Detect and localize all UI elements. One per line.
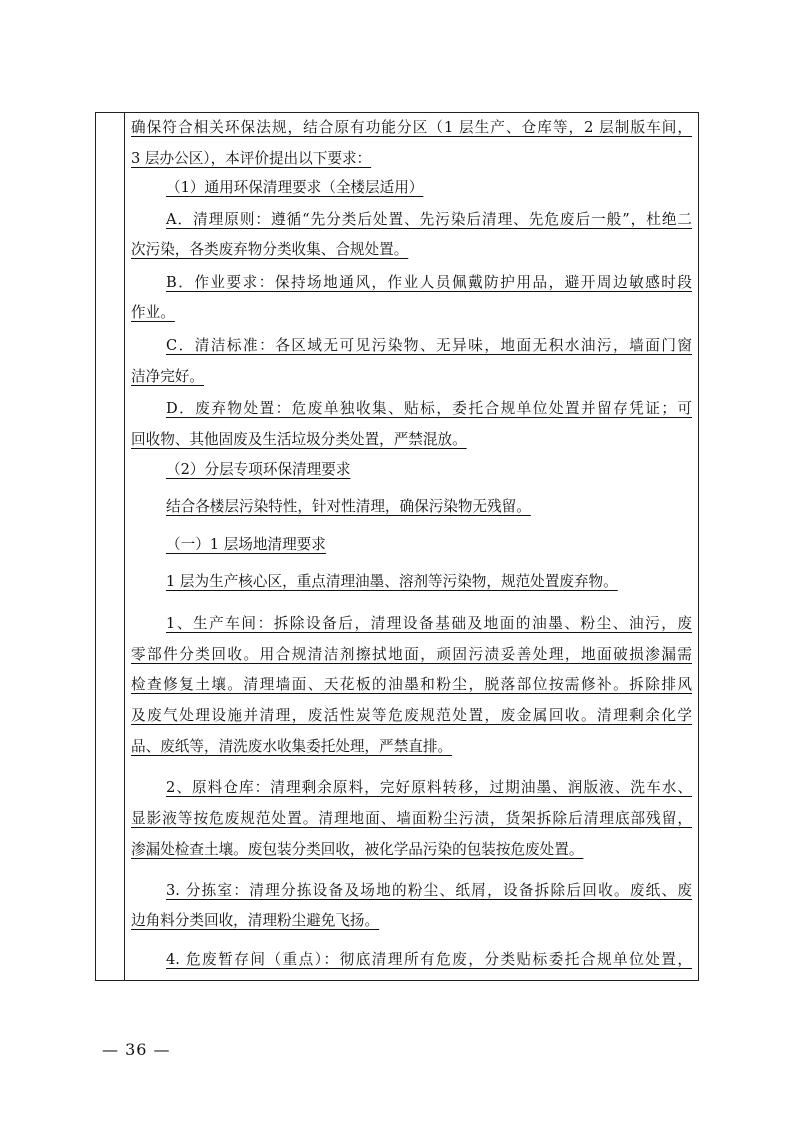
text-line: 3 层办公区），本评价提出以下要求： (131, 150, 372, 167)
text-line: 确保符合相关环保法规，结合原有功能分区（1 层生产、仓库等，2 层制版车间， (131, 119, 692, 136)
section-heading: （2）分层专项环保清理要求 (166, 461, 351, 478)
page-number: — 36 — (102, 1040, 171, 1059)
text-line: C．清洁标准：各区域无可见污染物、无异味，地面无积水油污，墙面门窗 (166, 337, 692, 354)
section-heading: （一）1 层场地清理要求 (166, 536, 326, 553)
text-line: 检查修复土壤。清理墙面、天花板的油墨和粉尘，脱落部位按需修补。拆除排风 (131, 676, 692, 693)
text-line: D．废弃物处置：危废单独收集、贴标，委托合规单位处置并留存凭证；可 (166, 400, 692, 417)
section-heading: （1）通用环保清理要求（全楼层适用） (166, 179, 424, 196)
text-line: 结合各楼层污染特性，针对性清理，确保污染物无残留。 (166, 498, 531, 515)
text-line: 零部件分类回收。用合规清洁剂擦拭地面，顽固污渍妥善处理，地面破损渗漏需 (131, 646, 692, 663)
text-line: 洁净完好。 (131, 368, 204, 385)
text-line: 1 层为生产核心区，重点清理油墨、溶剂等污染物，规范处置废弃物。 (166, 573, 618, 590)
text-line: 渗漏处检查土壤。废包装分类回收，被化学品污染的包装按危废处置。 (131, 841, 584, 858)
text-line: 品、废纸等，清洗废水收集委托处理，严禁直排。 (131, 738, 453, 755)
table-content-cell (131, 113, 692, 980)
text-line: 显影液等按危废规范处置。清理地面、墙面粉尘污渍，货架拆除后清理底部残留， (131, 810, 692, 827)
table-left-column (96, 113, 125, 980)
text-line: 作业。 (131, 304, 175, 321)
text-line: 4. 危废暂存间（重点）：彻底清理所有危废，分类贴标委托合规单位处置， (166, 951, 692, 968)
document-table (95, 112, 699, 981)
text-line: 次污染，各类废弃物分类收集、合规处置。 (131, 241, 409, 258)
text-line: A．清理原则：遵循“先分类后处置、先污染后清理、先危废后一般”，杜绝二 (166, 211, 692, 228)
text-line: 回收物、其他固废及生活垃圾分类处置，严禁混放。 (131, 431, 467, 448)
text-line: 1、生产车间：拆除设备后，清理设备基础及地面的油墨、粉尘、油污，废 (166, 615, 692, 632)
text-line: 3. 分拣室：清理分拣设备及场地的粉尘、纸屑，设备拆除后回收。废纸、废 (166, 882, 692, 899)
text-line: 边角料分类回收，清理粉尘避免飞扬。 (131, 912, 380, 929)
text-line: 及废气处理设施并清理，废活性炭等危废规范处置，废金属回收。清理剩余化学 (131, 707, 692, 724)
text-line: B．作业要求：保持场地通风，作业人员佩戴防护用品，避开周边敏感时段 (166, 274, 692, 291)
text-line: 2、原料仓库：清理剩余原料，完好原料转移，过期油墨、润版液、洗车水、 (166, 779, 692, 796)
